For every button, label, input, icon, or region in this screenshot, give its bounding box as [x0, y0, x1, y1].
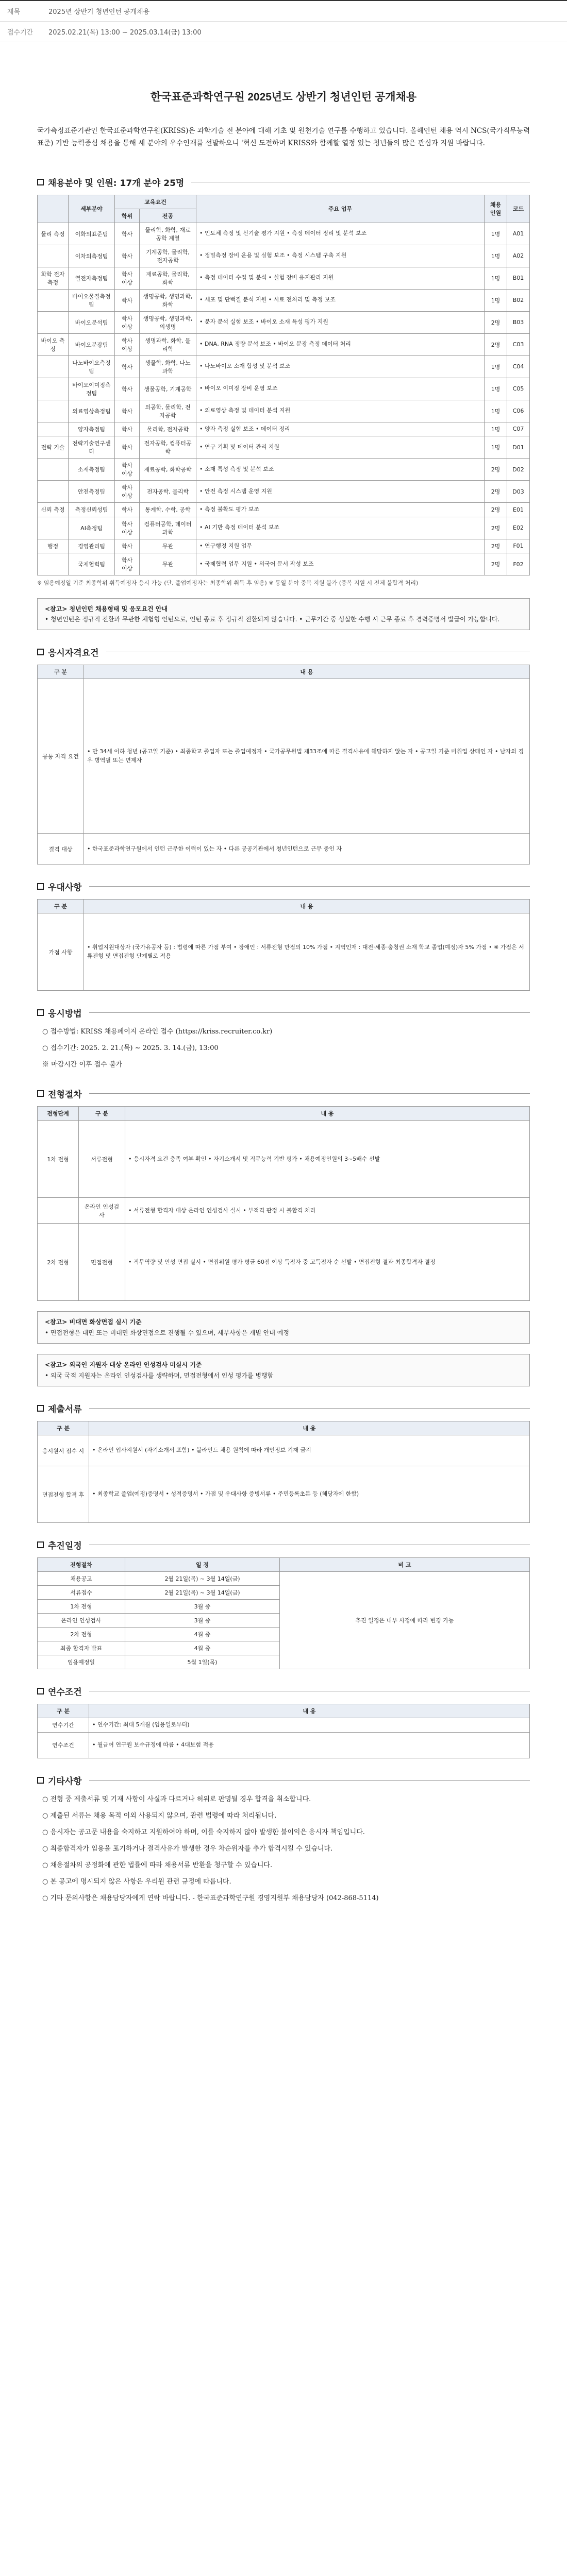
list-item: ※ 마감시간 이후 접수 불가	[42, 1061, 123, 1069]
table-row: 채용공고 2월 21일(목) ~ 3월 14일(금) 추진 일정은 내부 사정에 따라 변경 가능	[38, 1572, 530, 1586]
table-row: 이차의측정팀 학사 기계공학, 물리학, 전자공학 • 정밀측정 장비 운용 및 실험 보조 • 측정 시스템 구축 지원 1명 A02	[38, 245, 530, 267]
table-row: 서류접수 2월 21일(목) ~ 3월 14일(금)	[38, 1586, 530, 1600]
square-bullet-icon	[37, 1405, 44, 1412]
table-row: AI측정팀 학사 이상 컴퓨터공학, 데이터과학 • AI 기반 측정 데이터 분석 보조 2명 E02	[38, 517, 530, 539]
table-row: 응시원서 접수 시 • 온라인 입사지원서 (자기소개서 포함) • 블라인드 채용 원칙에 따라 개인정보 기재 금지	[38, 1435, 530, 1466]
post-title-row	[0, 1, 567, 22]
post-title-value: 2025년 상반기 청년인턴 공개채용	[41, 1, 567, 22]
table-row: 행정 경영관리팀 학사 무관 • 연구행정 지원 업무 2명 F01	[38, 539, 530, 553]
table-row: 2차 전형 면접전형 • 직무역량 및 인성 면접 실시 • 면접위원 평가 평균 60점 이상 득점자 중 고득점자 순 선발 • 면접전형 결과 최종합격자 결정	[38, 1224, 530, 1301]
post-period-value: 2025.02.21(목) 13:00 ~ 2025.03.14(금) 13:00	[41, 22, 567, 42]
sec6-heading	[37, 1402, 530, 1415]
table-row: 바이오이미징측정팀 학사 생물공학, 기계공학 • 바이오 이미징 장비 운영 보조 1명 C05	[38, 378, 530, 400]
apply-method-list	[42, 1025, 530, 1072]
sec1-title: 채용분야 및 인원: 17개 분야 25명	[48, 178, 185, 189]
sec2-title: 응시자격요건	[48, 648, 99, 659]
table-row: 온라인 인성검사 • 서류전형 합격자 대상 온라인 인성검사 실시 • 부적격 판정 시 불합격 처리	[38, 1198, 530, 1224]
list-item: ○ 채용절차의 공정화에 관한 법률에 따라 채용서류 반환을 청구할 수 있습니다.	[42, 1861, 273, 1869]
sec9-title: 기타사항	[48, 1776, 82, 1787]
table-row: 바이오분석팀 학사 이상 생명공학, 생명과학, 의생명 • 분자 분석 실험 보조 • 바이오 소재 특성 평가 지원 2명 B03	[38, 311, 530, 333]
sec7-heading	[37, 1538, 530, 1551]
schedule-table: 전형절차 일 정 비 고 채용공고 2월 21일(목) ~ 3월 14일(금) 추진 일정은 내부 사정에 따라 변경 가능 서류접수 2월 21일(목) ~ 3월 14일(금) 1차 전형 3월 중 온라인 인성검사 3월 중 2차 전형 4월 중 최종 합격자 발표 4월 중 임용예정일 5월 1일(목)	[37, 1557, 530, 1669]
sec4-title: 응시방법	[48, 1009, 82, 1020]
sec3-title: 우대사항	[48, 883, 82, 893]
video-interview-note: <참고> 비대면 화상면접 실시 기준 • 면접전형은 대면 또는 비대면 화상면접으로 진행될 수 있으며, 세부사항은 개별 안내 예정	[37, 1311, 530, 1344]
square-bullet-icon	[37, 1090, 44, 1097]
documents-table: 구 분 내 용 응시원서 접수 시 • 온라인 입사지원서 (자기소개서 포함) • 블라인드 채용 원칙에 따라 개인정보 기재 금지 면접전형 합격 후 • 최종학교 졸업(예정)증명서 • 성적증명서 • 가점 및 우대사항 증빙서류 • 주민등록초본 등 (해당자에 한함)	[37, 1421, 530, 1523]
square-bullet-icon	[37, 179, 44, 185]
table-row: 화학 전자 측정 열전자측정팀 학사 이상 재료공학, 물리학, 화학 • 측정 데이터 수집 및 분석 • 실험 장비 유지관리 지원 1명 B01	[38, 267, 530, 289]
sec5-heading	[37, 1087, 530, 1100]
table-row: 공통 자격 요건 • 만 34세 이하 청년 (공고일 기준) • 최종학교 졸업자 또는 졸업예정자 • 국가공무원법 제33조에 따른 결격사유에 해당하지 않는 자 • 공고일 기준 미취업 상태인 자 • 남자의 경우 병역필 또는 면제자	[38, 679, 530, 834]
square-bullet-icon	[37, 1777, 44, 1784]
heading-rule	[89, 1012, 530, 1013]
list-item: ○ 기타 문의사항은 채용담당자에게 연락 바랍니다. - 한국표준과학연구원 경영지원부 채용담당자 (042-868-5114)	[42, 1894, 379, 1902]
sec3-heading	[37, 880, 530, 893]
post-period-row	[0, 22, 567, 42]
table-row: 1차 전형 서류전형 • 응시자격 요건 충족 여부 확인 • 자기소개서 및 직무능력 기반 평가 • 채용예정인원의 3~5배수 선발	[38, 1121, 530, 1198]
table-row: 연수기간 • 연수기간: 최대 5개월 (임용일로부터)	[38, 1718, 530, 1733]
post-meta-table	[0, 0, 567, 42]
misc-list	[42, 1793, 530, 1905]
table-row: 바이오물질측정팀 학사 생명공학, 생명과학, 화학 • 세포 및 단백질 분석 지원 • 시료 전처리 및 측정 보조 1명 B02	[38, 289, 530, 311]
foreign-applicant-note: <참고> 외국인 지원자 대상 온라인 인성검사 미실시 기준 • 외국 국적 지원자는 온라인 인성검사를 생략하며, 면접전형에서 인성 평가를 병행함	[37, 1354, 530, 1386]
table-row: 임용예정일 5월 1일(목)	[38, 1655, 530, 1669]
table-row: 안전측정팀 학사 이상 전자공학, 물리학 • 안전 측정 시스템 운영 지원 2명 D03	[38, 481, 530, 503]
post-title-key: 제목	[0, 1, 41, 22]
sec8-heading	[37, 1685, 530, 1698]
training-table: 구 분 내 용 연수기간 • 연수기간: 최대 5개월 (임용일로부터) 연수조건 • 월급여 연구원 보수규정에 따름 • 4대보험 적용	[37, 1704, 530, 1758]
col-duty: 주요 업무	[196, 195, 485, 223]
square-bullet-icon	[37, 1688, 44, 1694]
list-item: ○ 제출된 서류는 채용 목적 이외 사용되지 않으며, 관련 법령에 따라 처리됩니다.	[42, 1811, 277, 1820]
table-row: 연수조건 • 월급여 연구원 보수규정에 따름 • 4대보험 적용	[38, 1732, 530, 1758]
list-item: ○ 전형 중 제출서류 및 기재 사항이 사실과 다르거나 허위로 판명될 경우 합격을 취소합니다.	[42, 1795, 311, 1803]
table-row: 2차 전형 4월 중	[38, 1628, 530, 1641]
intro-paragraph: 국가측정표준기관인 한국표준과학연구원(KRISS)은 과학기술 전 분야에 대해 기초 및 원천기술 연구를 수행하고 있습니다. 올해인턴 채용 역시 NCS(국가직무능력표준) 기반 능력중심 채용을 통해 세 분야의 우수인재를 선발하오니 '혁신 도전하며 KRISS와 함께할 열정 있는 청년들의 많은 관심과 지원 바랍니다.	[37, 127, 530, 148]
square-bullet-icon	[37, 1541, 44, 1548]
list-item: ○ 응시자는 공고문 내용을 숙지하고 지원하여야 하며, 이를 숙지하지 않아 발생한 불이익은 응시자 책임입니다.	[42, 1828, 365, 1836]
table-row: 나노바이오측정팀 학사 생물학, 화학, 나노과학 • 나노바이오 소재 합성 및 분석 보조 1명 C04	[38, 355, 530, 378]
process-table: 전형단계 구 분 내 용 1차 전형 서류전형 • 응시자격 요건 충족 여부 확인 • 자기소개서 및 직무능력 기반 평가 • 채용예정인원의 3~5배수 선발 온라인 인성검사 • 서류전형 합격자 대상 온라인 인성검사 실시 • 부적격 판정 시 불합격 처리 2차 전형 면접전형 • 직무역량 및 인성 면접 실시 • 면접위원 평가 평균 60점 이상 득점자 중 고득점자 순 선발 • 면접전형 결과 최종합격자 결정	[37, 1106, 530, 1301]
heading-rule	[89, 1780, 530, 1781]
table-row: 바이오 측정 바이오분광팀 학사 이상 생명과학, 화학, 물리학 • DNA, RNA 정량 분석 보조 • 바이오 분광 측정 데이터 처리 2명 C03	[38, 333, 530, 355]
heading-rule	[89, 1093, 530, 1094]
doc-title: 한국표준과학연구원 2025년도 상반기 청년인턴 공개채용	[150, 91, 417, 103]
table-row: 소재측정팀 학사 이상 재료공학, 화학공학 • 소재 특성 측정 및 분석 보조 2명 D02	[38, 459, 530, 481]
sec8-title: 연수조건	[48, 1687, 82, 1698]
table-row: 최종 합격자 발표 4월 중	[38, 1641, 530, 1655]
table-row: 물리 측정 이화의표준팀 학사 물리학, 화학, 재료공학 계열 • 인도체 측정 및 신기술 평가 지원 • 측정 데이터 정리 및 분석 보조 1명 A01	[38, 223, 530, 245]
notice-box	[37, 598, 530, 631]
col-degree: 학위	[115, 209, 140, 223]
list-item: ○ 최종합격자가 임용을 포기하거나 결격사유가 발생한 경우 차순위자를 추가 합격시킬 수 있습니다.	[42, 1844, 333, 1853]
table-row: 결격 대상 • 한국표준과학연구원에서 인턴 근무한 이력이 있는 자 • 다른 공공기관에서 청년인턴으로 근무 중인 자	[38, 834, 530, 865]
sec7-title: 추진일정	[48, 1541, 82, 1552]
table-row: 온라인 인성검사 3월 중	[38, 1614, 530, 1628]
col-field: 세부분야	[69, 195, 115, 223]
table-row: 양자측정팀 학사 물리학, 전자공학 • 양자 측정 실험 보조 • 데이터 정리 1명 C07	[38, 422, 530, 436]
list-item: ○ 본 공고에 명시되지 않은 사항은 우리원 관련 규정에 따릅니다.	[42, 1877, 231, 1886]
notice-box-body: • 청년인턴은 정규직 전환과 무관한 체험형 인턴으로, 인턴 종료 후 정규직 전환되지 않습니다. • 근무기간 중 성실한 수행 시 근무 종료 후 경력증명서 발급이 가능합니다.	[45, 616, 500, 623]
eligibility-table: 구 분 내 용 공통 자격 요건 • 만 34세 이하 청년 (공고일 기준) • 최종학교 졸업자 또는 졸업예정자 • 국가공무원법 제33조에 따른 결격사유에 해당하지 않는 자 • 공고일 기준 미취업 상태인 자 • 남자의 경우 병역필 또는 면제자 결격 대상 • 한국표준과학연구원에서 인턴 근무한 이력이 있는 자 • 다른 공공기관에서 청년인턴으로 근무 중인 자	[37, 665, 530, 865]
table-row: 전략 기술 전략기술연구센터 학사 전자공학, 컴퓨터공학 • 연구 기획 및 데이터 관리 지원 1명 D01	[38, 436, 530, 459]
square-bullet-icon	[37, 649, 44, 655]
list-item: ○ 접수기간: 2025. 2. 21.(목) ~ 2025. 3. 14.(금), 13:00	[42, 1044, 219, 1053]
sec4-heading	[37, 1006, 530, 1019]
sec6-title: 제출서류	[48, 1404, 82, 1415]
positions-footnote: ※ 임용예정일 기준 최종학위 취득예정자 응시 가능 (단, 졸업예정자는 최종학위 취득 후 임용) ※ 동일 분야 중복 지원 불가 (중복 지원 시 전체 불합격 처리)	[37, 580, 419, 587]
square-bullet-icon	[37, 1009, 44, 1016]
col-code: 코드	[507, 195, 530, 223]
sec2-heading	[37, 646, 530, 658]
positions-table	[37, 195, 530, 576]
col-group	[38, 195, 69, 223]
sec9-heading	[37, 1774, 530, 1787]
preferences-table: 구 분 내 용 가점 사항 • 취업지원대상자 (국가유공자 등) : 법령에 따른 가점 부여 • 장애인 : 서류전형 만점의 10% 가점 • 지역인재 : 대전·세종·충청권 소재 학교 졸업(예정)자 5% 가점 • ※ 가점은 서류전형 및 면접전형 단계별로 적용	[37, 899, 530, 991]
heading-rule	[89, 1408, 530, 1409]
sec5-title: 전형절차	[48, 1090, 82, 1100]
list-item: ○ 접수방법: KRISS 채용페이지 온라인 접수 (https://kriss.recruiter.co.kr)	[42, 1028, 273, 1036]
notice-box-title: <참고> 청년인턴 채용형태 및 응모요건 안내	[45, 605, 168, 613]
post-period-key: 접수기간	[0, 22, 41, 42]
sec1-heading	[37, 176, 530, 189]
table-row: 가점 사항 • 취업지원대상자 (국가유공자 등) : 법령에 따른 가점 부여 • 장애인 : 서류전형 만점의 10% 가점 • 지역인재 : 대전·세종·충청권 소재 학교 졸업(예정)자 5% 가점 • ※ 가점은 서류전형 및 면접전형 단계별로 적용	[38, 913, 530, 991]
col-count: 채용 인원	[485, 195, 507, 223]
table-row: 국제협력팀 학사 이상 무관 • 국제협력 업무 지원 • 외국어 문서 작성 보조 2명 F02	[38, 553, 530, 575]
table-row: 의료영상측정팀 학사 의공학, 물리학, 전자공학 • 의료영상 측정 및 데이터 분석 지원 1명 C06	[38, 400, 530, 422]
document-body	[0, 42, 567, 1905]
table-row: 신뢰 측정 측정신뢰성팀 학사 통계학, 수학, 공학 • 측정 불확도 평가 보조 2명 E01	[38, 503, 530, 517]
col-major: 전공	[140, 209, 196, 223]
table-row: 면접전형 합격 후 • 최종학교 졸업(예정)증명서 • 성적증명서 • 가점 및 우대사항 증빙서류 • 주민등록초본 등 (해당자에 한함)	[38, 1466, 530, 1523]
table-row: 1차 전형 3월 중	[38, 1600, 530, 1614]
square-bullet-icon	[37, 883, 44, 890]
col-edu: 교육요건	[115, 195, 196, 209]
heading-rule	[89, 886, 530, 887]
